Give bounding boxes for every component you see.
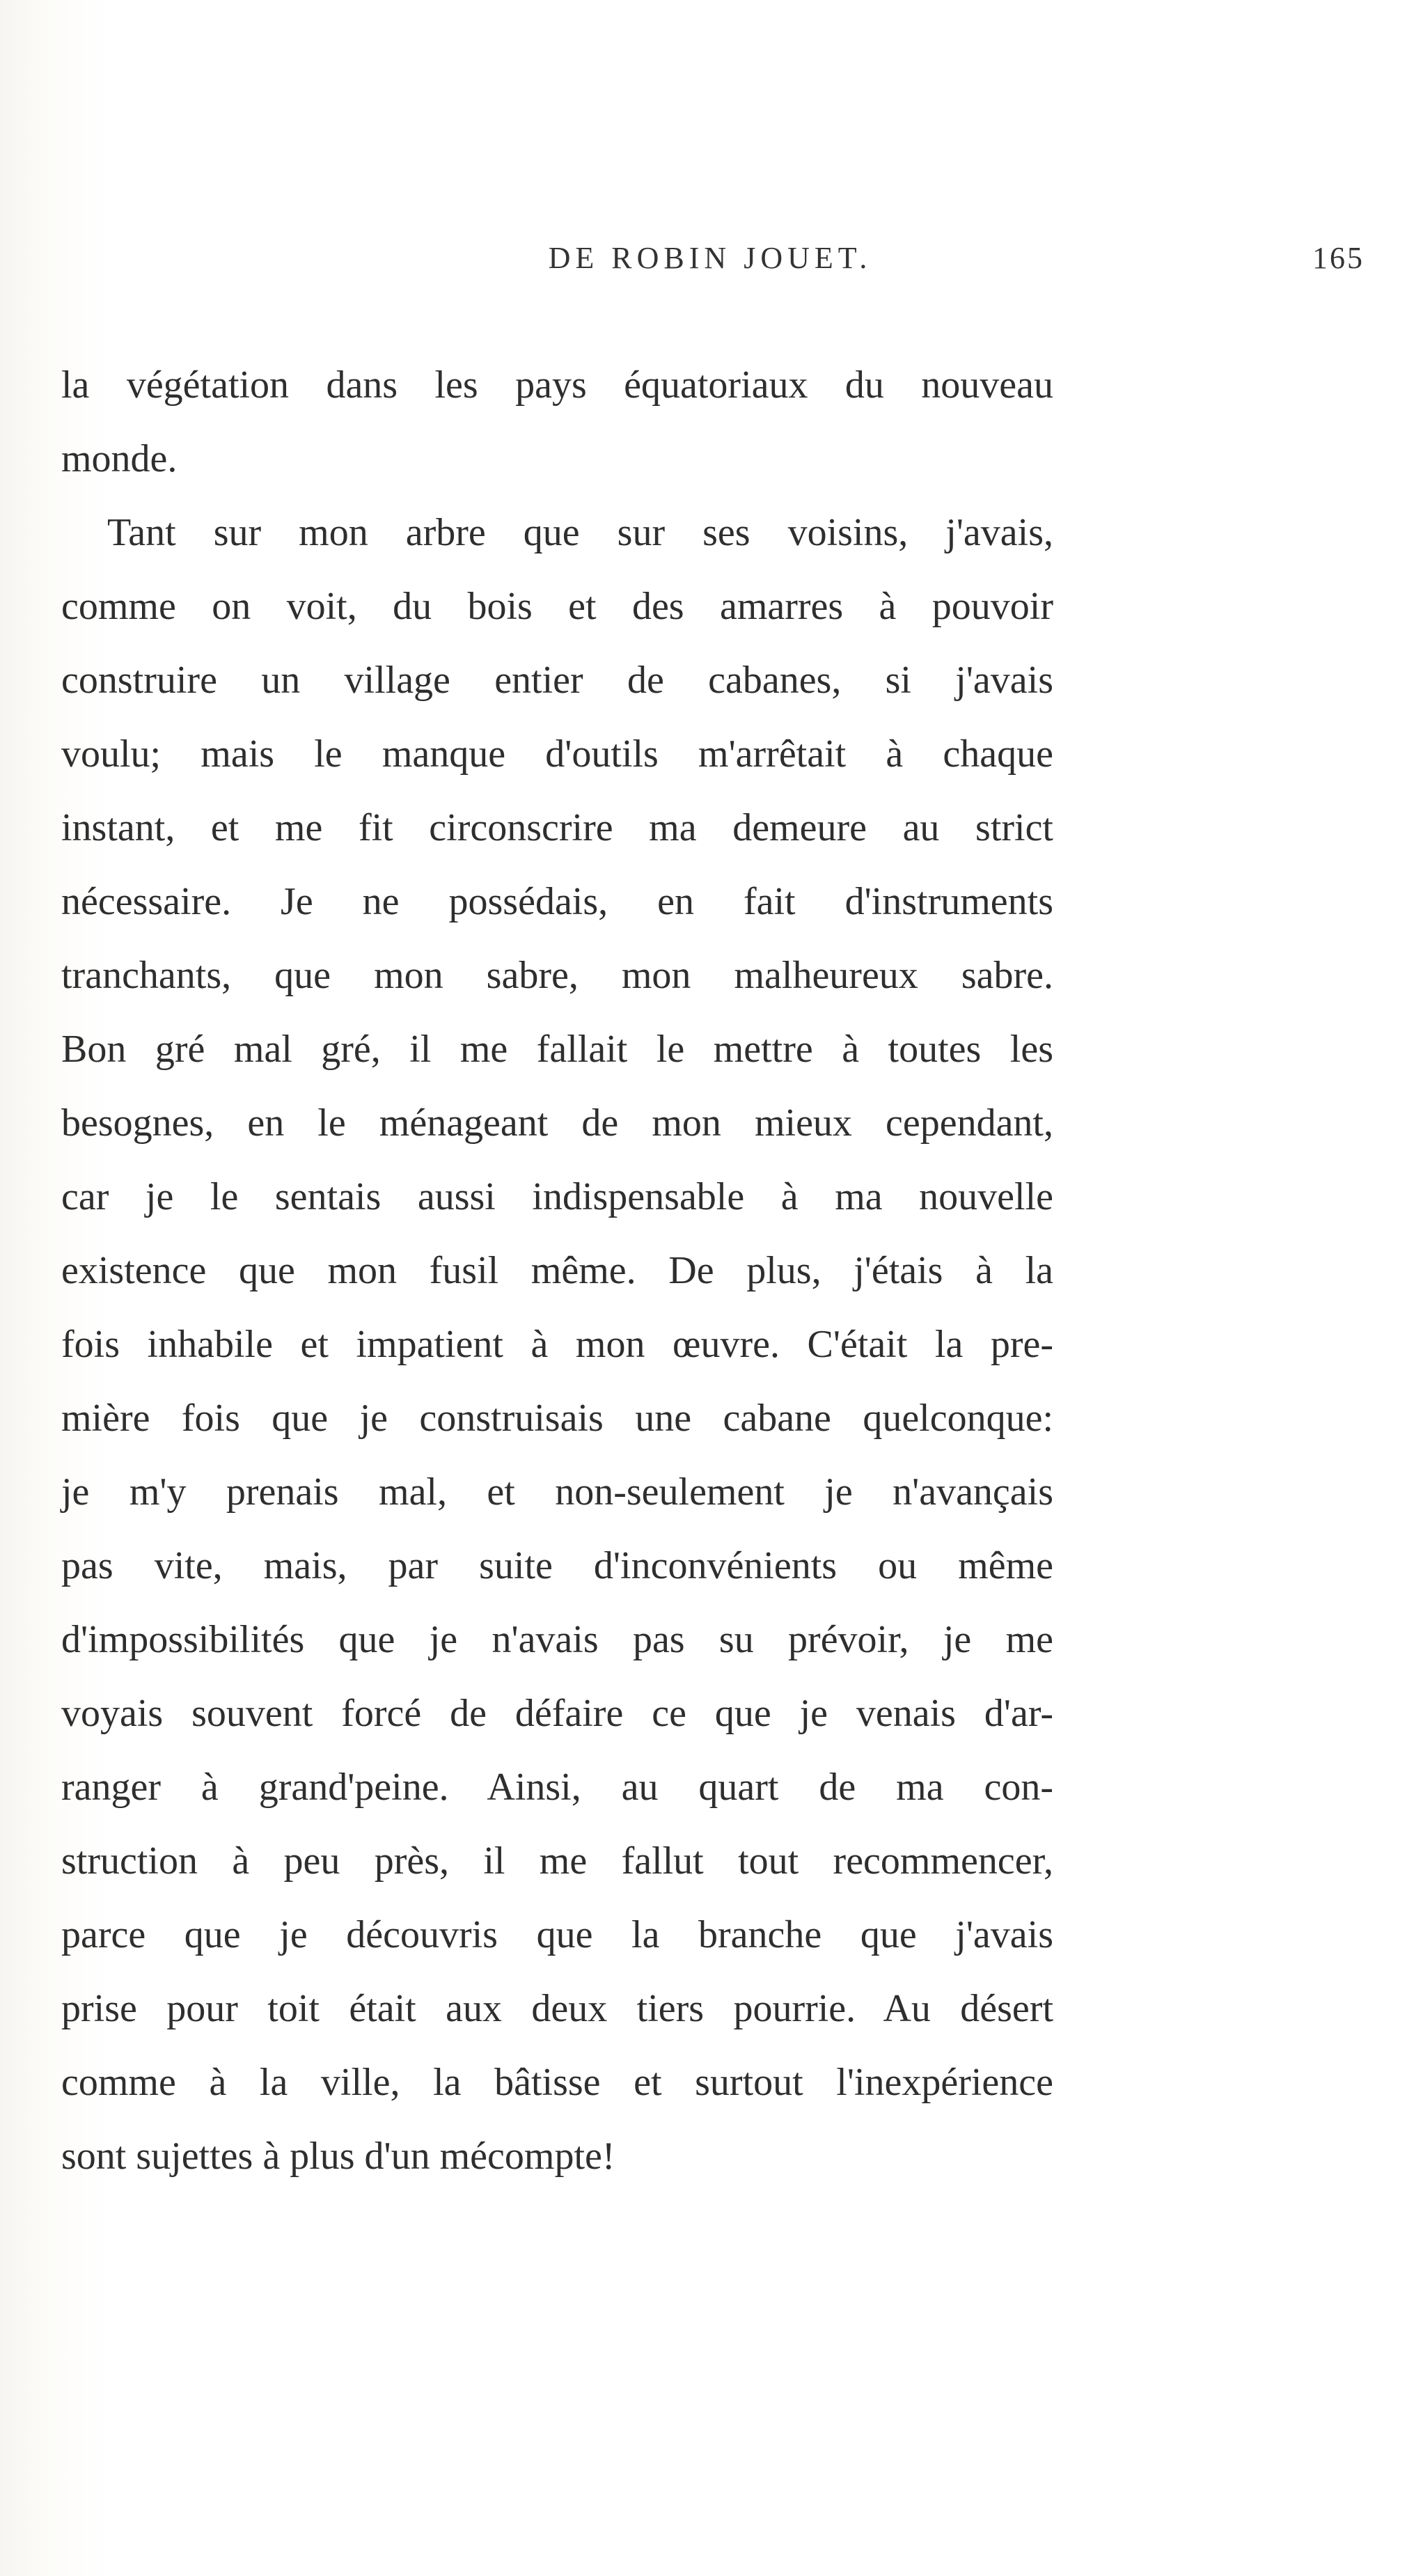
text-line: tranchants, que mon sabre, mon malheureux sabre. <box>61 954 1053 997</box>
text-line: nécessaire. Je ne possédais, en fait d'instruments <box>61 880 1053 923</box>
text-line: construire un village entier de cabanes, si j'avais <box>61 659 1053 702</box>
text-line: mière fois que je construisais une cabane quelconque: <box>61 1397 1053 1440</box>
text-line: existence que mon fusil même. De plus, j'étais à la <box>61 1249 1053 1292</box>
text-line: struction à peu près, il me fallut tout recommencer, <box>61 1839 1053 1883</box>
text-line: instant, et me fit circonscrire ma demeure au strict <box>61 806 1053 849</box>
text-line: besognes, en le ménageant de mon mieux cependant, <box>61 1101 1053 1145</box>
page-number: 165 <box>1312 241 1365 275</box>
text-line: voyais souvent forcé de défaire ce que je venais d'ar- <box>61 1692 1053 1735</box>
running-title: DE ROBIN JOUET. <box>548 241 872 275</box>
text-line: pas vite, mais, par suite d'inconvénients ou même <box>61 1544 1053 1587</box>
text-line: la végétation dans les pays équatoriaux du nouveau <box>61 363 1053 407</box>
text-line: parce que je découvris que la branche que j'avais <box>61 1913 1053 1956</box>
body-text <box>61 348 1053 2193</box>
text-line: fois inhabile et impatient à mon œuvre. C'était la pre- <box>61 1323 1053 1366</box>
text-line: prise pour toit était aux deux tiers pourrie. Au désert <box>61 1987 1053 2030</box>
text-line: Bon gré mal gré, il me fallait le mettre à toutes les <box>61 1028 1053 1071</box>
text-line: sont sujettes à plus d'un mécompte! <box>61 2135 615 2178</box>
text-line: comme à la ville, la bâtisse et surtout l'inexpérience <box>61 2061 1053 2104</box>
text-line: ranger à grand'peine. Ainsi, au quart de ma con- <box>61 1766 1053 1809</box>
text-line: voulu; mais le manque d'outils m'arrêtait à chaque <box>61 732 1053 776</box>
text-line: Tant sur mon arbre que sur ses voisins, j'avais, <box>107 511 1053 554</box>
text-line: monde. <box>61 437 178 480</box>
running-head <box>56 240 1365 289</box>
text-line: je m'y prenais mal, et non-seulement je n'avançais <box>61 1470 1053 1514</box>
text-line: car je le sentais aussi indispensable à ma nouvelle <box>61 1175 1053 1218</box>
text-line: d'impossibilités que je n'avais pas su prévoir, je me <box>61 1618 1053 1661</box>
text-line: comme on voit, du bois et des amarres à pouvoir <box>61 585 1053 628</box>
